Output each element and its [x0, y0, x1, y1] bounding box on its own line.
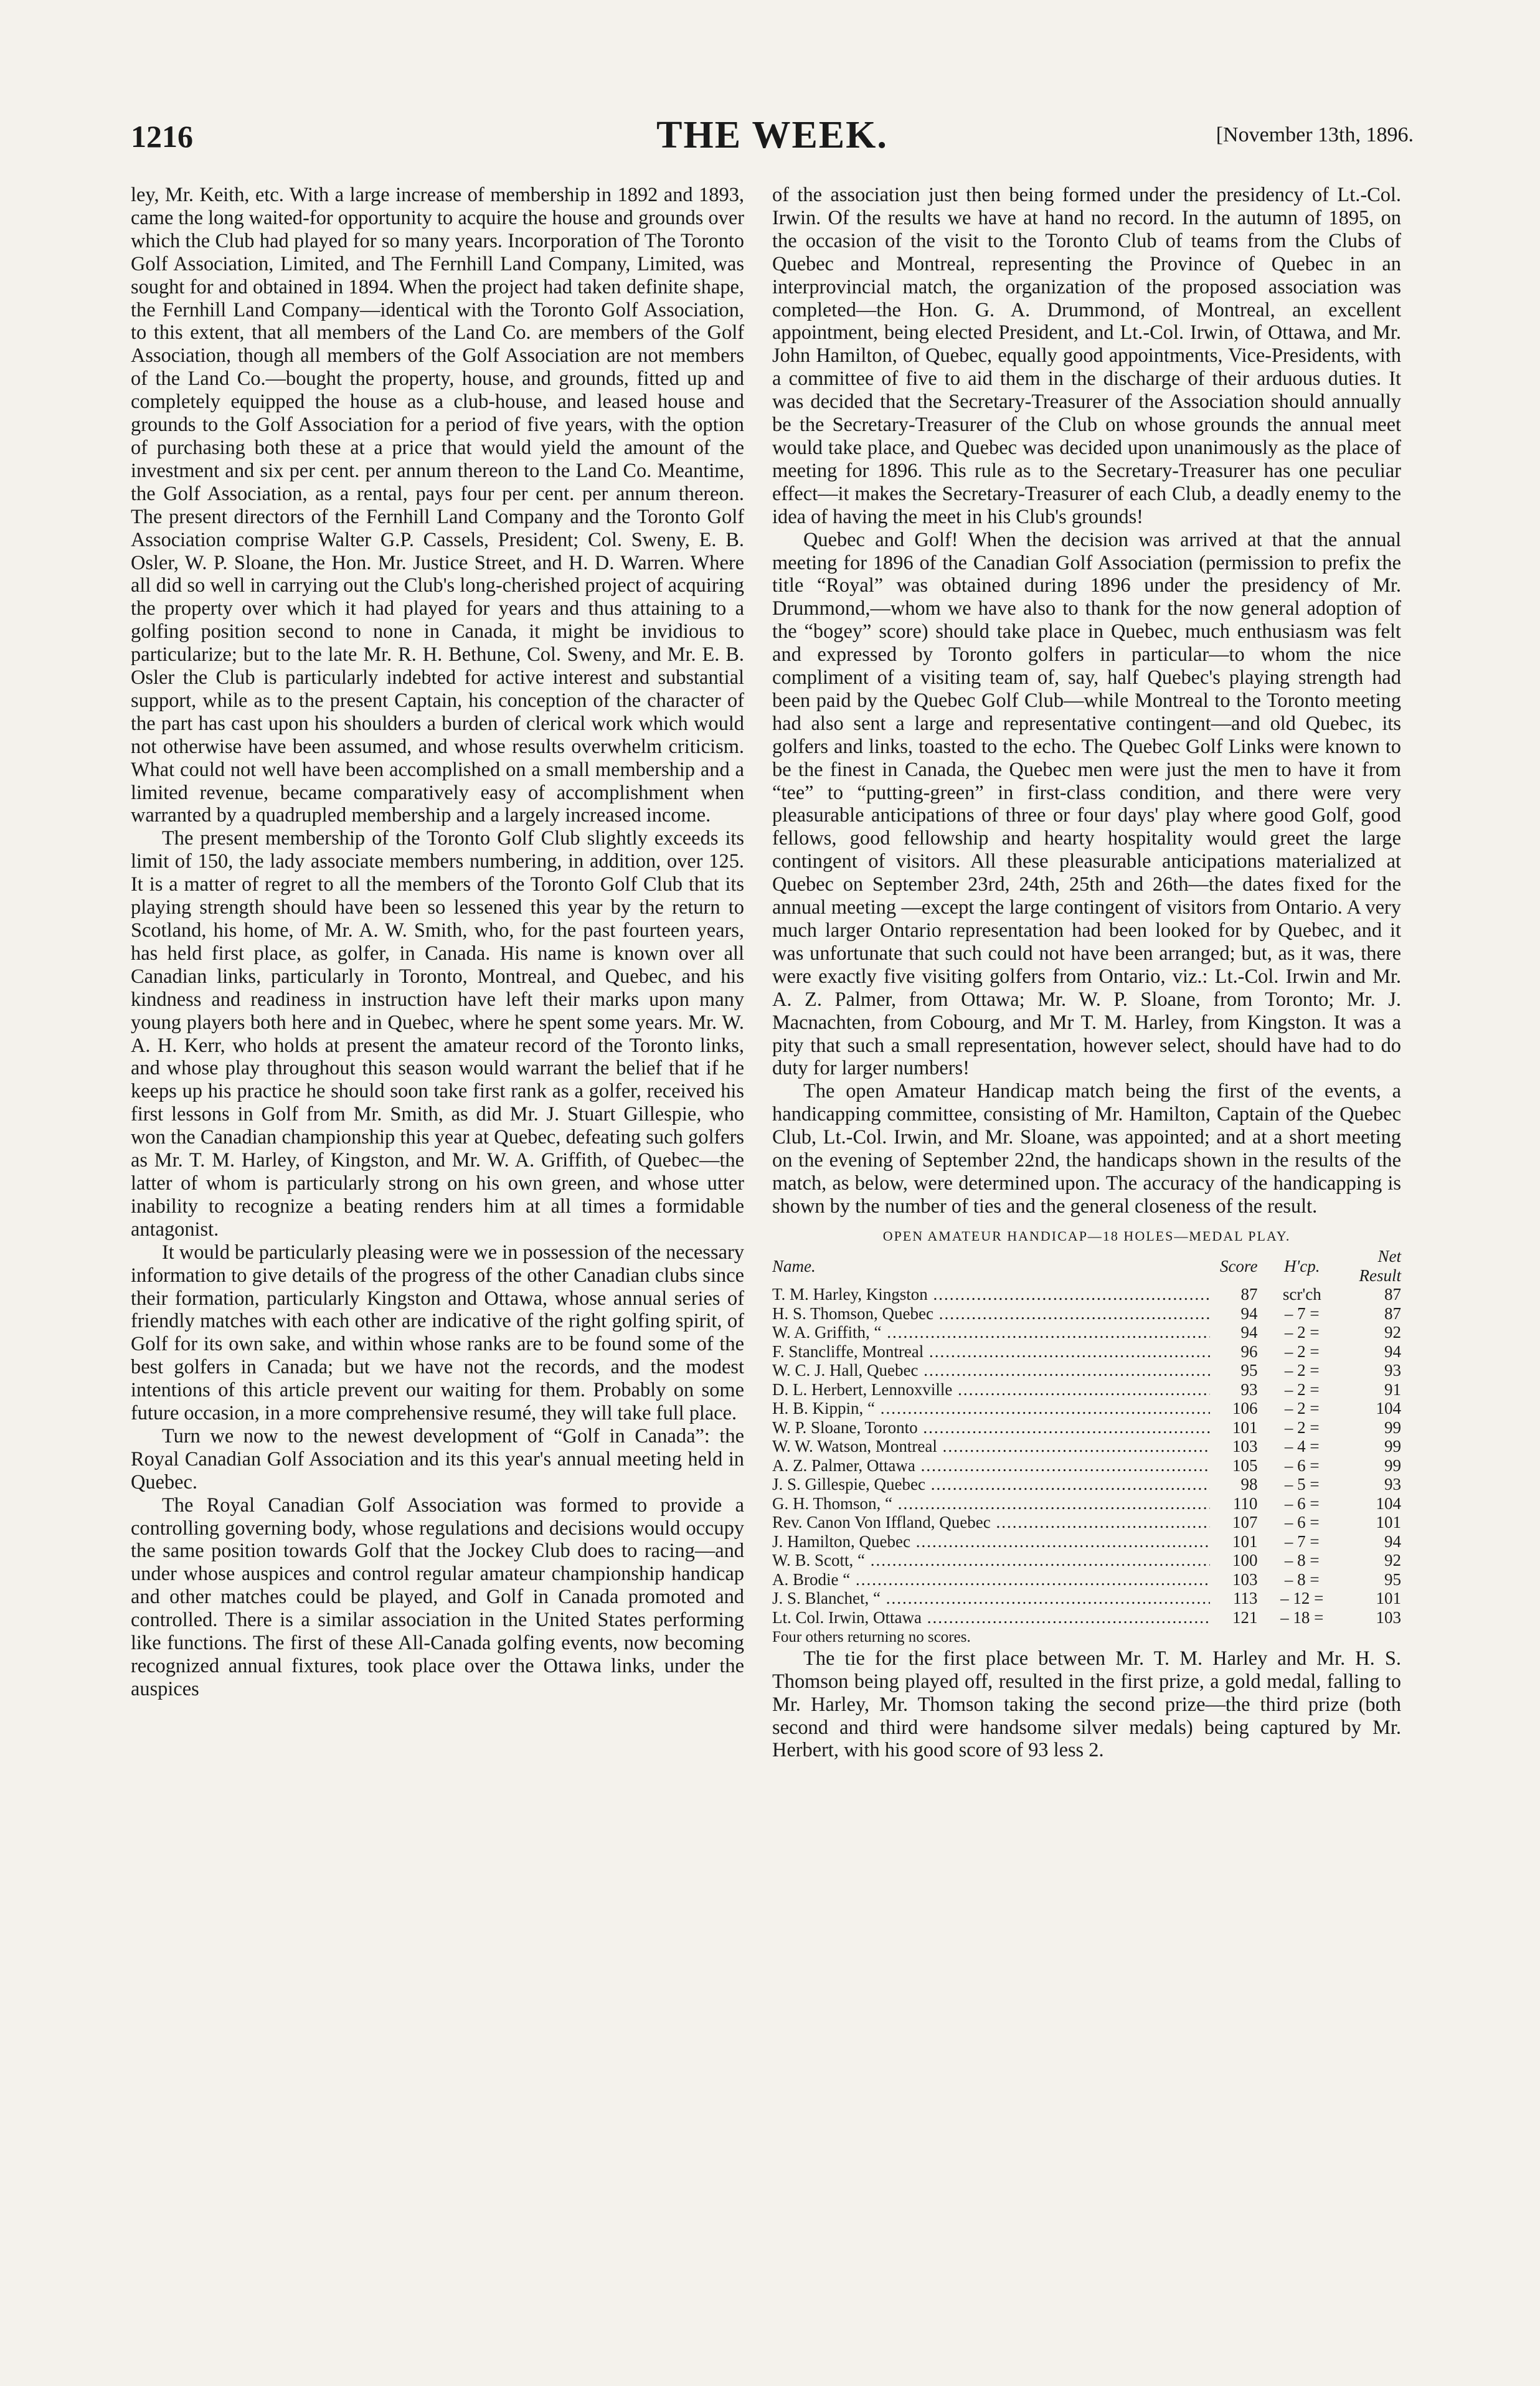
- cell-score: 103: [1232, 1437, 1258, 1456]
- results-footnote: Four others returning no scores.: [772, 1629, 971, 1646]
- cell-handicap: – 7 =: [1284, 1304, 1320, 1323]
- table-row: [772, 1304, 1401, 1323]
- cell-name: A. Z. Palmer, Ottawa .....: [772, 1456, 1210, 1475]
- table-row: [772, 1437, 1401, 1456]
- cell-score: 98: [1240, 1475, 1258, 1494]
- cell-name: J. Hamilton, Quebec .....: [772, 1532, 1210, 1551]
- column-header-net-result: Net Result: [1359, 1247, 1401, 1285]
- cell-name: Lt. Col. Irwin, Ottawa .....: [772, 1608, 1210, 1627]
- cell-net-result: 94: [1384, 1342, 1401, 1361]
- masthead: [131, 114, 1414, 162]
- column-header-score: Score: [1219, 1256, 1258, 1276]
- cell-handicap: – 2 =: [1284, 1399, 1320, 1418]
- cell-net-result: 91: [1384, 1380, 1401, 1399]
- column-header-name: Name.: [772, 1256, 816, 1276]
- cell-handicap: – 4 =: [1284, 1437, 1320, 1456]
- cell-score: 107: [1232, 1513, 1258, 1532]
- table-row: [772, 1570, 1401, 1589]
- cell-net-result: 104: [1376, 1494, 1401, 1513]
- journal-title: THE WEEK.: [656, 114, 888, 156]
- cell-score: 87: [1240, 1285, 1258, 1304]
- cell-handicap: – 6 =: [1284, 1513, 1320, 1532]
- cell-name: J. S. Gillespie, Quebec .....: [772, 1475, 1210, 1494]
- cell-score: 95: [1240, 1361, 1258, 1380]
- cell-handicap: scr'ch: [1282, 1285, 1321, 1304]
- cell-score: 106: [1232, 1399, 1258, 1418]
- cell-name: H. S. Thomson, Quebec .....: [772, 1304, 1210, 1323]
- table-row: [772, 1399, 1401, 1418]
- cell-name: A. Brodie “ .....: [772, 1570, 1210, 1589]
- cell-score: 121: [1232, 1607, 1258, 1627]
- results-table-block: [772, 1227, 1401, 1647]
- table-row: [772, 1532, 1401, 1551]
- table-row: [772, 1456, 1401, 1475]
- cell-handicap: – 7 =: [1284, 1531, 1320, 1551]
- table-row: [772, 1494, 1401, 1513]
- cell-score: 96: [1240, 1342, 1258, 1361]
- cell-handicap: – 2 =: [1284, 1342, 1320, 1361]
- cell-net-result: 101: [1376, 1513, 1401, 1532]
- cell-name: D. L. Herbert, Lennoxville .....: [772, 1380, 1210, 1399]
- table-row: [772, 1380, 1401, 1399]
- cell-net-result: 99: [1384, 1437, 1401, 1456]
- cell-name: T. M. Harley, Kingston .....: [772, 1285, 1210, 1304]
- results-table-title: OPEN AMATEUR HANDICAP—18 HOLES—MEDAL PLAY.: [882, 1228, 1291, 1244]
- table-row: [772, 1361, 1401, 1380]
- results-table-body: [772, 1285, 1401, 1627]
- cell-score: 110: [1232, 1494, 1258, 1513]
- cell-name: F. Stancliffe, Montreal .....: [772, 1342, 1210, 1361]
- cell-net-result: 93: [1384, 1361, 1401, 1380]
- cell-handicap: – 8 =: [1284, 1569, 1320, 1589]
- paragraph: ley, Mr. Keith, etc. With a large increase of membership in 1892 and 1893, came the long waited-for opportunity to acquire the house and grounds over which the Club had played for so many years. Incorporation of The Toronto Golf Association, Limited, and The Fernhill Land Company, Limited, was sought for and obtained in 1894. When the project had taken definite shape, the Fernhill Land Company—identical with the Toronto Golf Association, to this extent, that all members of the Land Co. are members of the Golf Association, though all members of the Golf Association are not members of the Land Co.—bought the property, house, and grounds, fitted up and completely equipped the house as a club-house, and leased house and grounds to the Golf Association for a period of five years, with the option of purchasing both these at a price that would yield the amount of the investment and six per cent. per annum thereon to the Land Co. Meantime, the Golf Association, as a rental, pays four per cent. per annum thereon. The present directors of the Fernhill Land Company and the Toronto Golf Association comprise Walter G.P. Cassels, President; Col. Sweny, E. B. Osler, W. P. Sloane, the Hon. Mr. Justice Street, and H. D. Warren. Where all did so well in carrying out the Club's long-cherished project of acquiring the property over which it had played for years and thus attaining to a golfing position second to none in Canada, it might be invidious to particularize; but to the late Mr. R. H. Bethune, Col. Sweny, and Mr. E. B. Osler the Club is particularly indebted for active interest and substantial support, while as to the present Captain, his conception of the character of the part has cast upon his shoulders a burden of clerical work which would not otherwise have been assumed, and whose results overwhelm criticism. What could not well have been accomplished on a small membership and a limited revenue, became comparatively easy of accomplishment when warranted by a quadrupled membership and a largely increased income.: [131, 184, 744, 827]
- cell-handicap: – 5 =: [1284, 1475, 1320, 1494]
- cell-net-result: 104: [1376, 1399, 1401, 1418]
- paragraph: It would be particularly pleasing were we in possession of the necessary information to give details of the progress of the other Canadian clubs since their formation, particularly Kingston and Ottawa, whose annual series of friendly matches with each other are indicative of the right golfing spirit, of Golf for its own sake, and within whose ranks are to be found some of the best golfers in Canada; but we have not the records, and the modest intentions of this article prevent our waiting for them. Probably on some future occasion, in a more comprehensive resumé, they will take full place.: [131, 1241, 744, 1425]
- left-column: [131, 184, 744, 1701]
- paragraph: of the association just then being formed under the presidency of Lt.-Col. Irwin. Of the results we have at hand no record. In the autumn of 1895, on the occasion of the visit to the Toronto Club of teams from the Clubs of Quebec and Montreal, representing the Province of Quebec in an interprovincial match, the organization of the proposed association was completed—the Hon. G. A. Drummond, of Montreal, an excellent appointment, being elected President, and Lt.-Col. Irwin, of Ottawa, and Mr. John Hamilton, of Quebec, equally good appointments, Vice-Presidents, with a committee of five to aid them in the discharge of their arduous duties. It was decided that the Secretary-Treasurer of the Association should annually be the Secretary-Treasurer of the Club on whose grounds the annual meet would take place, and Quebec was decided upon unanimously as the place of meeting for 1896. This rule as to the Secretary-Treasurer has one peculiar effect—it makes the Secretary-Treasurer of each Club, a deadly enemy to the idea of having the meet in his Club's grounds!: [772, 184, 1401, 528]
- cell-handicap: – 8 =: [1284, 1551, 1320, 1570]
- cell-net-result: 93: [1384, 1475, 1401, 1494]
- cell-score: 105: [1232, 1456, 1258, 1475]
- cell-net-result: 92: [1384, 1323, 1401, 1342]
- cell-net-result: 87: [1384, 1304, 1401, 1323]
- page-number: 1216: [131, 119, 193, 154]
- table-row: [772, 1589, 1401, 1608]
- cell-net-result: 87: [1384, 1285, 1401, 1304]
- cell-handicap: – 2 =: [1284, 1361, 1320, 1380]
- table-row: [772, 1418, 1401, 1437]
- cell-name: W. W. Watson, Montreal .....: [772, 1437, 1210, 1456]
- paragraph: The present membership of the Toronto Golf Club slightly exceeds its limit of 150, the lady associate members numbering, in addition, over 125. It is a matter of regret to all the members of the Toronto Golf Club that its playing strength should have been so lessened this year by the return to Scotland, his home, of Mr. A. W. Smith, who, for the past fourteen years, has held first place, as golfer, in Canada. His name is known over all Canadian links, particularly in Toronto, Montreal, and Quebec, and his kindness and readiness in instruction have left their marks upon many young players both here and in Quebec, where he spent some years. Mr. W. A. H. Kerr, who holds at present the amateur record of the Toronto links, and whose play throughout this season would warrant the belief that if he keeps up his practice he should soon take first rank as a golfer, received his first lessons in Golf from Mr. Smith, as did Mr. J. Stuart Gillespie, who won the Canadian championship this year at Quebec, defeating such golfers as Mr. T. M. Harley, of Kingston, and Mr. W. A. Griffith, of Quebec—the latter of whom is particularly strong on his own green, and whose utter inability to recognize a beating renders him at all times a formidable antagonist.: [131, 827, 744, 1241]
- table-row: [772, 1342, 1401, 1361]
- cell-net-result: 92: [1384, 1551, 1401, 1570]
- cell-net-result: 103: [1376, 1607, 1401, 1627]
- paragraph: The open Amateur Handicap match being the first of the events, a handicapping committee, consisting of Mr. Hamilton, Captain of the Quebec Club, Lt.-Col. Irwin, and Mr. Sloane, was appointed; and at a short meeting on the evening of September 22nd, the handicaps shown in the results of the match, as below, were determined upon. The accuracy of the handicapping is shown by the number of ties and the general closeness of the result.: [772, 1080, 1401, 1218]
- table-row: [772, 1551, 1401, 1570]
- results-table-header-row: [772, 1247, 1401, 1285]
- cell-score: 101: [1232, 1531, 1258, 1551]
- cell-score: 93: [1240, 1380, 1258, 1399]
- results-table: [772, 1247, 1401, 1627]
- cell-net-result: 94: [1384, 1531, 1401, 1551]
- cell-name: W. A. Griffith, “ .....: [772, 1323, 1210, 1342]
- cell-handicap: – 2 =: [1284, 1380, 1320, 1399]
- cell-name: J. S. Blanchet, “ .....: [772, 1589, 1210, 1608]
- closing-paragraph: The tie for the first place between Mr. T. M. Harley and Mr. H. S. Thomson being played off, resulted in the first prize, a gold medal, falling to Mr. Harley, Mr. Thomson taking the second prize—the third prize (both second and third were handsome silver medals) being captured by Mr. Herbert, with his good score of 93 less 2.: [772, 1647, 1401, 1762]
- issue-date: [November 13th, 1896.: [1216, 123, 1414, 146]
- cell-score: 100: [1232, 1551, 1258, 1570]
- cell-name: G. H. Thomson, “ .....: [772, 1494, 1210, 1513]
- cell-handicap: – 18 =: [1280, 1607, 1324, 1627]
- table-row: [772, 1323, 1401, 1342]
- cell-score: 103: [1232, 1569, 1258, 1589]
- cell-handicap: – 6 =: [1284, 1494, 1320, 1513]
- cell-handicap: – 2 =: [1284, 1418, 1320, 1437]
- column-header-handicap: H'cp.: [1284, 1256, 1320, 1276]
- paragraph: Turn we now to the newest development of “Golf in Canada”: the Royal Canadian Golf Association and its this year's annual meeting held in Quebec.: [131, 1424, 744, 1494]
- cell-name: H. B. Kippin, “ .....: [772, 1399, 1210, 1418]
- cell-score: 94: [1240, 1323, 1258, 1342]
- cell-handicap: – 2 =: [1284, 1323, 1320, 1342]
- cell-name: W. B. Scott, “ .....: [772, 1551, 1210, 1570]
- table-row: [772, 1513, 1401, 1532]
- cell-net-result: 101: [1376, 1589, 1401, 1608]
- cell-name: Rev. Canon Von Iffland, Quebec .....: [772, 1513, 1210, 1532]
- cell-score: 101: [1232, 1418, 1258, 1437]
- right-column: [772, 184, 1401, 1762]
- cell-net-result: 99: [1384, 1418, 1401, 1437]
- table-row: [772, 1608, 1401, 1627]
- paragraph: Quebec and Golf! When the decision was arrived at that the annual meeting for 1896 of the Canadian Golf Association (permission to prefix the title “Royal” was obtained during 1896 under the presidency of Mr. Drummond,—whom we have also to thank for the now general adoption of the “bogey” score) should take place in Quebec, much enthusiasm was felt and expressed by Toronto golfers in particular—to whom the nice compliment of a visiting team of, say, half Quebec's playing strength had been paid by the Quebec Golf Club—while Montreal to the Toronto meeting had also sent a large and representative contingent—and old Quebec, its golfers and links, toasted to the echo. The Quebec Golf Links were known to be the finest in Canada, the Quebec men were just the men to have it from “tee” to “putting-green” in first-class condition, and there were very pleasurable anticipations of three or four days' play where good Golf, good fellows, good fellowship and hearty hospitality would greet the large contingent of visitors. All these pleasurable anticipations materialized at Quebec on September 23rd, 24th, 25th and 26th—the dates fixed for the annual meeting —except the large contingent of visitors from Ontario. A very much larger Ontario representation had been looked for by Quebec, and it was unfortunate that such could not have been arranged; but, as it was, there were exactly five visiting golfers from Ontario, viz.: Lt.-Col. Irwin and Mr. A. Z. Palmer, from Ottawa; Mr. W. P. Sloane, from Toronto; Mr. J. Macnachten, from Cobourg, and Mr T. M. Harley, from Kingston. It was a pity that such a small representation, however select, should have had to do duty for larger numbers!: [772, 528, 1401, 1080]
- cell-net-result: 99: [1384, 1456, 1401, 1475]
- cell-name: W. C. J. Hall, Quebec .....: [772, 1361, 1210, 1380]
- cell-score: 94: [1240, 1304, 1258, 1323]
- cell-net-result: 95: [1384, 1569, 1401, 1589]
- cell-handicap: – 12 =: [1280, 1589, 1324, 1608]
- table-row: [772, 1285, 1401, 1304]
- table-row: [772, 1475, 1401, 1494]
- cell-handicap: – 6 =: [1284, 1456, 1320, 1475]
- cell-name: W. P. Sloane, Toronto .....: [772, 1418, 1210, 1437]
- cell-score: 113: [1232, 1589, 1258, 1608]
- paragraph: The Royal Canadian Golf Association was formed to provide a controlling governing body, whose regulations and decisions would occupy the same position towards Golf that the Jockey Club does to racing—and under whose auspices and control regular amateur championship handicap and other matches could be played, and Golf in Canada promoted and controlled. There is a similar association in the United States performing like functions. The first of these All-Canada golfing events, now becoming recognized annual fixtures, took place over the Ottawa links, under the auspices: [131, 1494, 744, 1700]
